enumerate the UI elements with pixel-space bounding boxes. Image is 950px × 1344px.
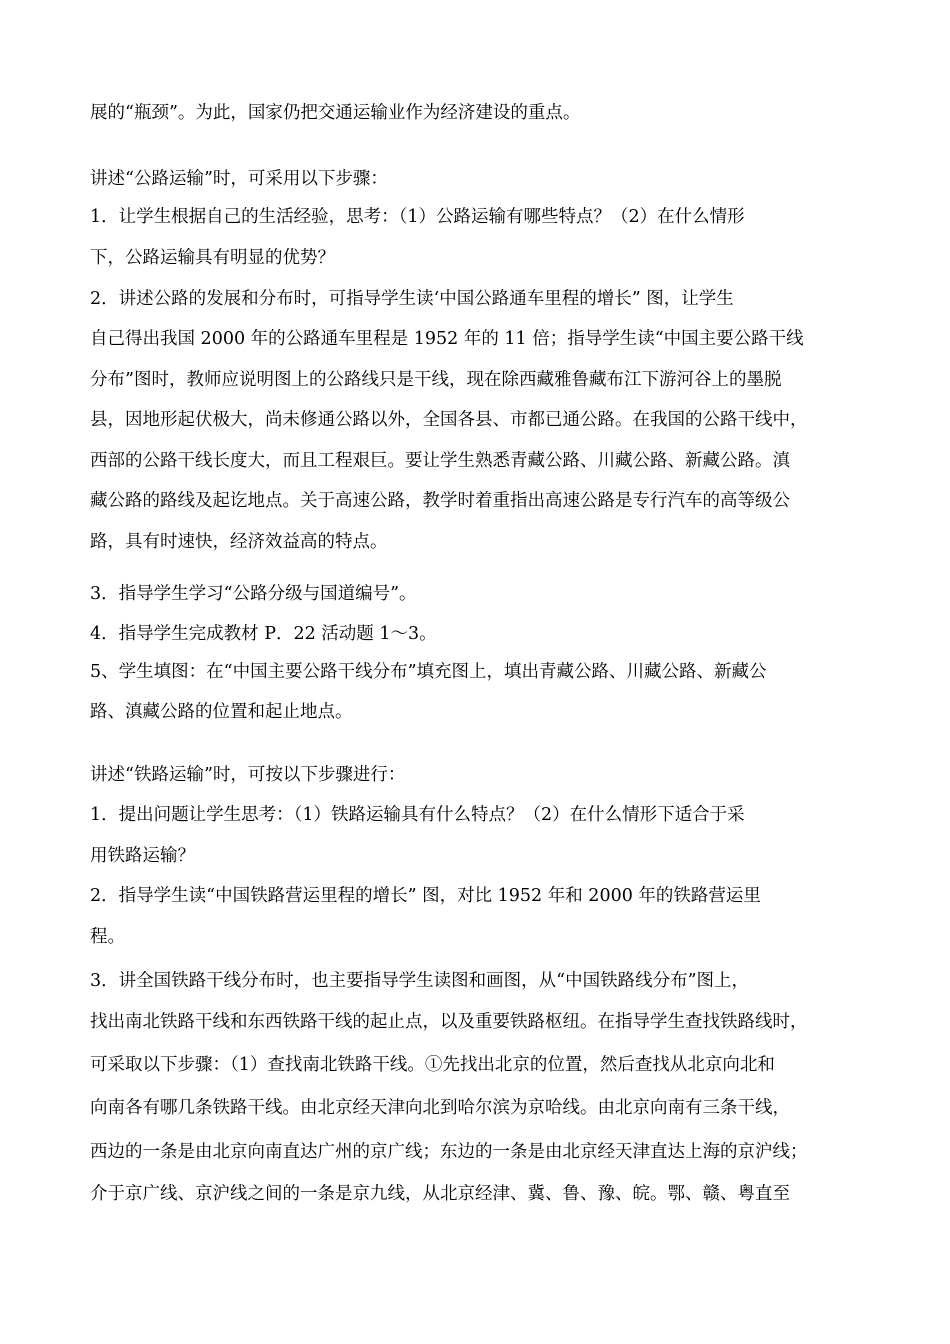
text-line: 路，具有时速快，经济效益高的特点。 [90,532,388,552]
text-line: 西部的公路干线长度大，而且工程艰巨。要让学生熟悉青藏公路、川藏公路、新藏公路。滇 [90,451,790,471]
text-line: 向南各有哪几条铁路干线。由北京经天津向北到哈尔滨为京哈线。由北京向南有三条干线， [90,1098,790,1118]
text-line: 分布”图时，教师应说明图上的公路线只是干线，现在除西藏雅鲁藏布江下游河谷上的墨脱 [90,370,782,390]
text-line: 2．指导学生读“中国铁路营运里程的增长” 图，对比 1952 年和 2000 年的铁路营运里 [90,886,761,906]
text-line: 路、滇藏公路的位置和起止地点。 [90,702,353,722]
text-line: 2．讲述公路的发展和分布时，可指导学生读‘中国公路通车里程的增长” 图，让学生 [90,289,734,309]
text-line: 讲述“铁路运输”时，可按以下步骤进行： [90,765,406,785]
text-line: 展的“瓶颈”。为此，国家仍把交通运输业作为经济建设的重点。 [90,103,581,123]
text-line: 可采取以下步骤：（1）查找南北铁路干线。①先找出北京的位置，然后查找从北京向北和 [90,1055,775,1075]
text-line: 1．提出问题让学生思考：（1）铁路运输具有什么特点？（2）在什么情形下适合于采 [90,805,745,825]
text-line: 县，因地形起伏极大，尚未修通公路以外，全国各县、市都已通公路。在我国的公路干线中， [90,410,808,430]
text-line: 程。 [90,927,125,947]
text-line: 5、学生填图：在“中国主要公路干线分布”填充图上，填出青藏公路、川藏公路、新藏公 [90,662,767,682]
text-line: 介于京广线、京沪线之间的一条是京九线，从北京经津、冀、鲁、豫、皖。鄂、赣、粤直至 [90,1184,790,1204]
text-line: 西边的一条是由北京向南直达广州的京广线；东边的一条是由北京经天津直达上海的京沪线； [90,1142,808,1162]
text-line: 4．指导学生完成教材 P．22 活动题 1～3。 [90,624,437,644]
text-line: 找出南北铁路干线和东西铁路干线的起止点，以及重要铁路枢纽。在指导学生查找铁路线时， [90,1012,808,1032]
text-line: 自己得出我国 2000 年的公路通车里程是 1952 年的 11 倍；指导学生读“中国主要公路干线 [90,329,804,349]
text-line: 1．让学生根据自己的生活经验，思考：（1）公路运输有哪些特点？（2）在什么情形 [90,207,745,227]
text-line: 讲述“公路运输”时，可采用以下步骤： [90,169,388,189]
text-line: 3．讲全国铁路干线分布时，也主要指导学生读图和画图，从“中国铁路线分布”图上， [90,971,750,991]
text-line: 藏公路的路线及起讫地点。关于高速公路，教学时着重指出高速公路是专行汽车的高等级公 [90,491,790,511]
text-line: 用铁路运输？ [90,846,195,866]
text-line: 3．指导学生学习“公路分级与国道编号”。 [90,584,417,604]
text-line: 下，公路运输具有明显的优势？ [90,248,335,268]
